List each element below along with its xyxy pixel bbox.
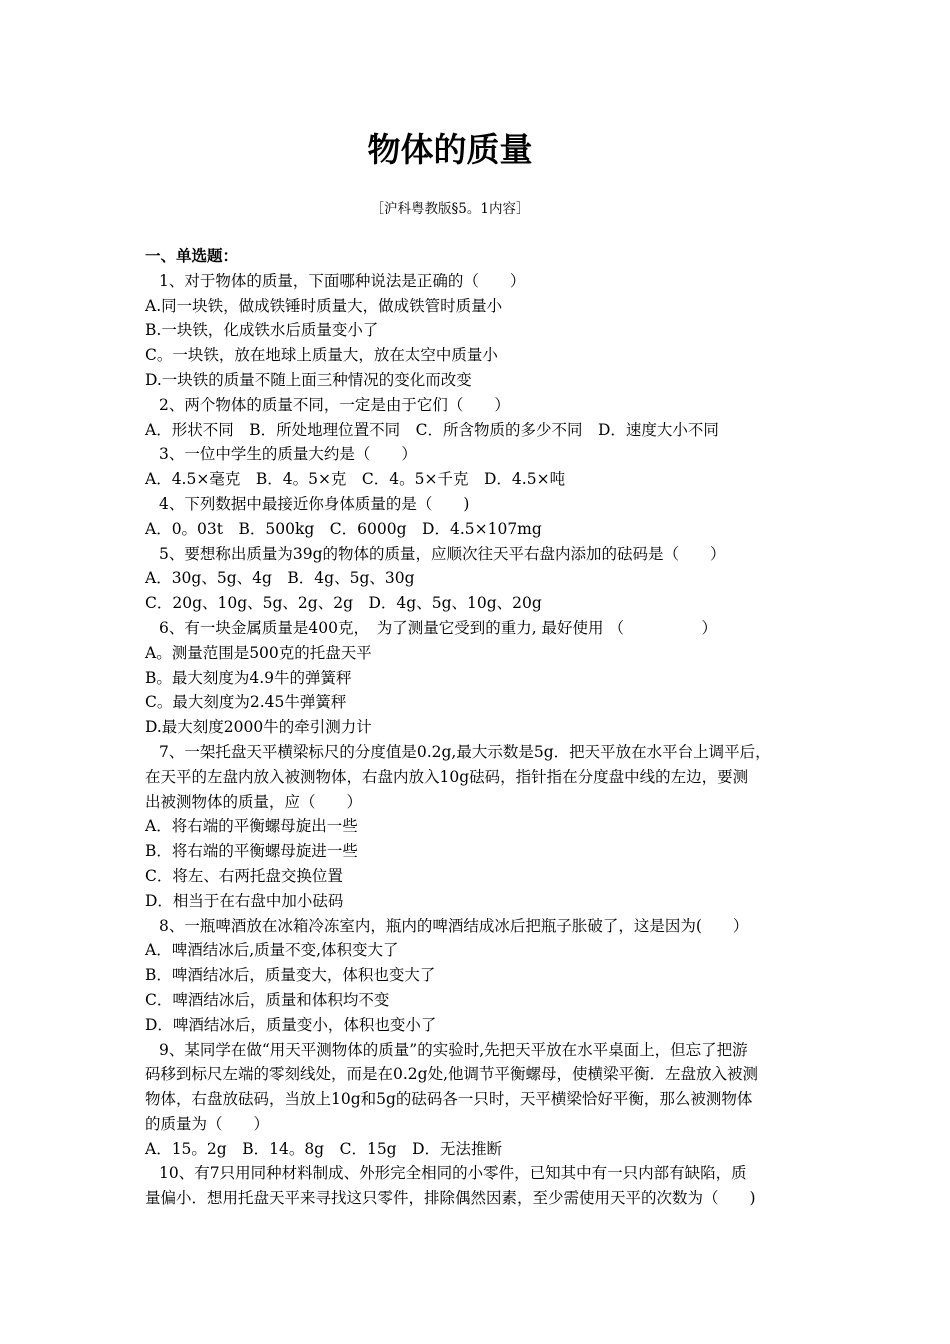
question-stem-line: 量偏小．想用托盘天平来寻找这只零件，排除偶然因素，至少需使用天平的次数为（ ) [145, 1189, 756, 1208]
question-stem-line: 9、某同学在做“用天平测物体的质量”的实验时,先把天平放在水平桌面上，但忘了把游 [159, 1040, 748, 1059]
answer-option-line: B．啤酒结冰后，质量变大，体积也变大了 [145, 966, 436, 985]
question-5 [145, 542, 817, 616]
section-heading: 一、单选题： [145, 246, 239, 265]
question-stem-line: 4、下列数据中最接近你身体质量的是（ ) [159, 494, 470, 513]
answer-option-line: A.同一块铁，做成铁锤时质量大，做成铁管时质量小 [145, 296, 503, 315]
question-stem-line: 在天平的左盘内放入被测物体，右盘内放入10g砝码，指针指在分度盘中线的左边，要测 [145, 767, 749, 786]
answer-option-line: C。最大刻度为2.45牛弹簧秤 [145, 693, 347, 712]
question-8 [145, 914, 817, 1038]
question-stem-line: 2、两个物体的质量不同，一定是由于它们（ ） [159, 395, 510, 414]
answer-option-line: A．形状不同 B．所处地理位置不同 C．所含物质的多少不同 D．速度大小不同 [145, 420, 719, 439]
question-1 [145, 269, 817, 393]
question-10 [145, 1161, 817, 1211]
answer-option-line: A．4.5×毫克 B．4。5×克 C．4。5×千克 D．4.5×吨 [145, 470, 566, 489]
question-4 [145, 492, 817, 542]
question-6 [145, 616, 817, 740]
question-7 [145, 740, 817, 914]
answer-option-line: B．将右端的平衡螺母旋进一些 [145, 842, 358, 861]
answer-option-line: A．0。03t B．500kg C．6000g D．4.5×107mg [145, 519, 542, 538]
document-body [145, 244, 817, 1211]
answer-option-line: A。测量范围是500克的托盘天平 [145, 643, 372, 662]
question-stem-line: 1、对于物体的质量，下面哪种说法是正确的（ ） [159, 271, 526, 290]
question-stem-line: 7、一架托盘天平横梁标尺的分度值是0.2g,最大示数是5g．把天平放在水平台上调平后， [159, 742, 771, 761]
question-stem-line: 6、有一块金属质量是400克， 为了测量它受到的重力, 最好使用 （ ） [159, 618, 717, 637]
question-stem-line: 的质量为（ ） [145, 1114, 270, 1133]
answer-option-line: C。一块铁，放在地球上质量大，放在太空中质量小 [145, 346, 498, 365]
question-stem-line: 8、一瓶啤酒放在冰箱冷冻室内，瓶内的啤酒结成冰后把瓶子胀破了，这是因为( ） [159, 916, 749, 935]
document-subtitle: ［沪科粤教版§5。1内容］ [370, 201, 530, 217]
answer-option-line: A．30g、5g、4g B．4g、5g、30g [145, 569, 415, 588]
question-stem-line: 5、要想称出质量为39g的物体的质量，应顺次往天平右盘内添加的砝码是（ ） [159, 544, 726, 563]
answer-option-line: A．啤酒结冰后,质量不变,体积变大了 [145, 941, 399, 960]
question-9 [145, 1038, 817, 1162]
answer-option-line: A．将右端的平衡螺母旋出一些 [145, 817, 358, 836]
answer-option-line: D.最大刻度2000牛的牵引测力计 [145, 718, 372, 737]
question-3 [145, 442, 817, 492]
answer-option-line: A．15。2g B．14。8g C．15g D．无法推断 [145, 1139, 503, 1158]
answer-option-line: D．啤酒结冰后，质量变小，体积也变小了 [145, 1015, 437, 1034]
question-stem-line: 码移到标尺左端的零刻线处，而是在0.2g处,他调节平衡螺母，使横梁平衡．左盘放入被测 [145, 1065, 759, 1084]
question-stem-line: 10、有7只用同种材料制成、外形完全相同的小零件，已知其中有一只内部有缺陷，质 [159, 1164, 747, 1183]
answer-option-line: B。最大刻度为4.9牛的弹簧秤 [145, 668, 352, 687]
question-stem-line: 出被测物体的质量，应（ ） [145, 792, 363, 811]
document-title: 物体的质量 [367, 130, 533, 169]
answer-option-line: C．将左、右两托盘交换位置 [145, 866, 343, 885]
question-stem-line: 物体，右盘放砝码，当放上10g和5g的砝码各一只时，天平横梁恰好平衡，那么被测物体 [145, 1090, 753, 1109]
question-2 [145, 393, 817, 443]
answer-option-line: D.一块铁的质量不随上面三种情况的变化而改变 [145, 370, 472, 389]
answer-option-line: C．啤酒结冰后，质量和体积均不变 [145, 990, 390, 1009]
answer-option-line: B.一块铁，化成铁水后质量变小了 [145, 321, 379, 340]
answer-option-line: D．相当于在右盘中加小砝码 [145, 891, 344, 910]
question-stem-line: 3、一位中学生的质量大约是（ ） [159, 445, 417, 464]
answer-option-line: C．20g、10g、5g、2g、2g D．4g、5g、10g、20g [145, 594, 542, 613]
